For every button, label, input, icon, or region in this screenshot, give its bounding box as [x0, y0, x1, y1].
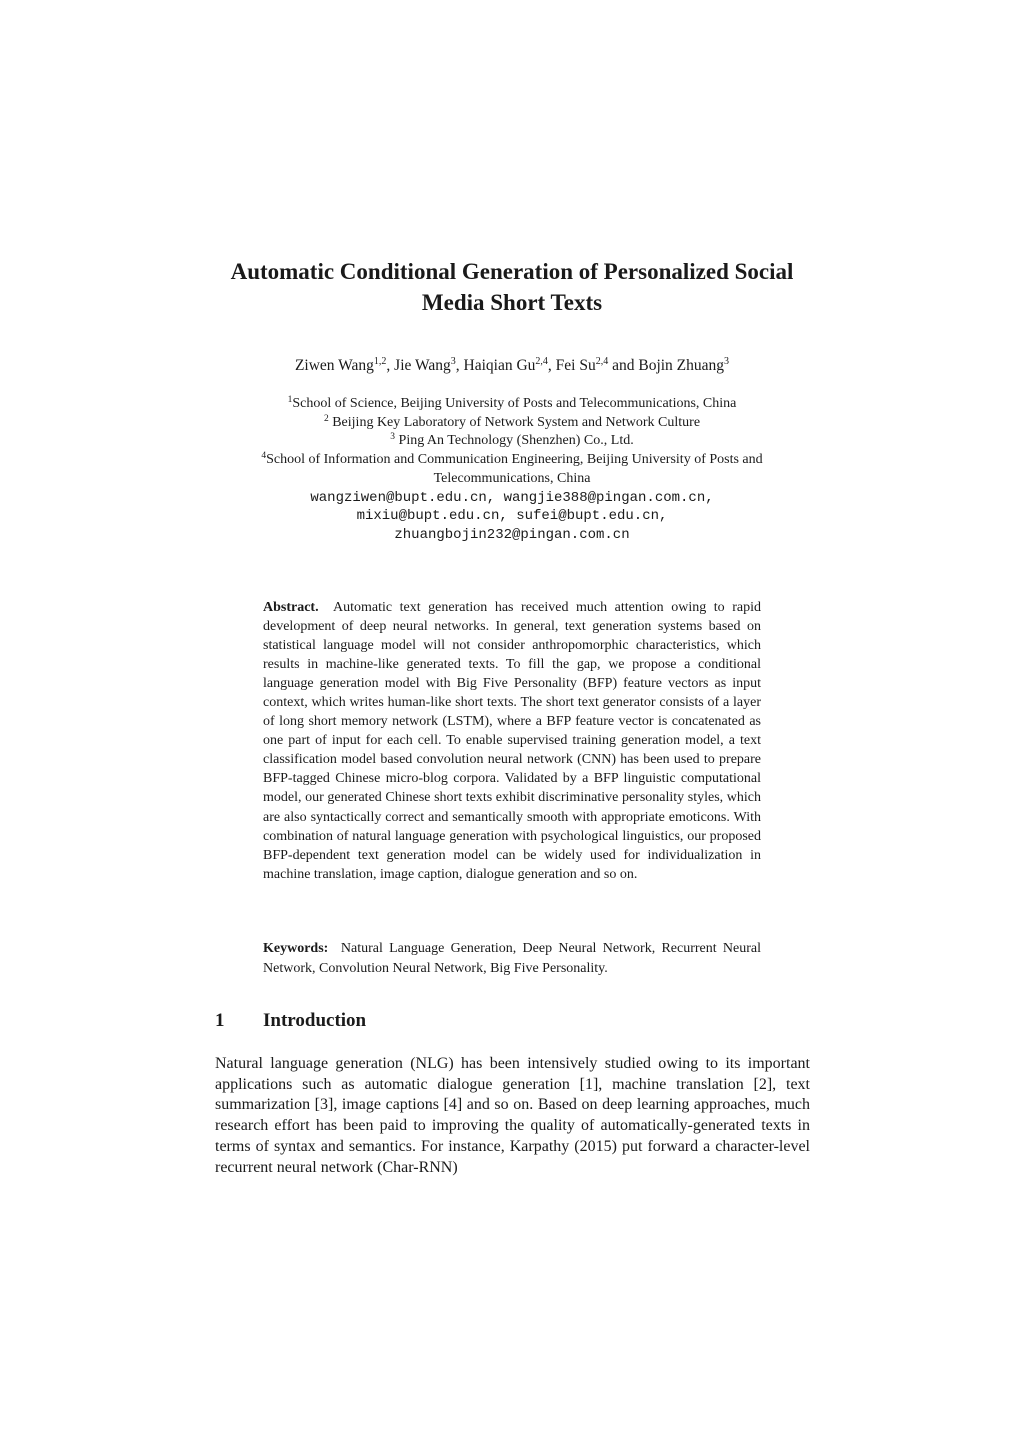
title-line-1: Automatic Conditional Generation of Personalized Social — [230, 259, 794, 284]
author-name: Haiqian Gu — [463, 357, 536, 374]
affiliation-line — [150, 395, 874, 414]
email-line[interactable]: wangziwen@bupt.edu.cn, wangjie388@pingan.com.cn, — [310, 489, 714, 506]
abstract-text: Automatic text generation has received much attention owing to rapid development of deep neural networks. In general, text generation systems based on statistical language model will not consider anthropomorphic characteristics, which results in machine-like generated texts. To fill the gap, we propose a conditional language generation model with Big Five Personality (BFP) feature vectors as input context, which writes human-like short texts. The short text generator consists of a layer of long short memory network (LSTM), where a BFP feature vector is concatenated as one part of input for each cell. To enable supervised training generation model, a text classification model based convolution neural network (CNN) has been used to prepare BFP-tagged Chinese micro-blog corpora. Validated by a BFP linguistic computational model, our generated Chinese short texts exhibit discriminative personality styles, which are also syntactically correct and semantically smooth with appropriate emoticons. With combination of natural language generation with psychological linguistics, our proposed BFP-dependent text generation model can be widely used for individualization in machine translation, image caption, dialogue generation and so on. — [263, 600, 761, 882]
author-separator: , — [455, 357, 464, 374]
section-heading — [215, 1009, 366, 1033]
author-affiliation-mark: 1,2 — [373, 356, 387, 367]
author-affiliation-mark: 2,4 — [535, 356, 548, 367]
keywords — [263, 939, 761, 978]
affiliations — [150, 395, 874, 545]
author-name: Fei Su — [555, 357, 596, 374]
affiliation-number: 4 — [261, 451, 267, 462]
keywords-text: Natural Language Generation, Deep Neural Network, Recurrent Neural Network, Convolution Neural Network, Big Five Personality. — [263, 941, 762, 976]
affiliation-number: 3 — [390, 432, 396, 443]
section-title: Introduction — [263, 1010, 367, 1031]
section-number: 1 — [215, 1010, 225, 1031]
email-line[interactable]: mixiu@bupt.edu.cn, sufei@bupt.edu.cn, — [356, 508, 668, 525]
affiliation-text: Beijing Key Laboratory of Network System and Network Culture — [328, 414, 701, 430]
keywords-label: Keywords: — [263, 941, 329, 956]
title-line-2: Media Short Texts — [421, 290, 603, 315]
author-separator: and — [608, 357, 639, 374]
affiliation-text: School of Science, Beijing University of Posts and Telecommunications, China — [292, 396, 737, 411]
author-name: Jie Wang — [394, 357, 451, 374]
paper-title — [150, 256, 874, 318]
author-separator: , — [386, 357, 395, 374]
affiliation-text: Ping An Technology (Shenzhen) Co., Ltd. — [395, 433, 634, 449]
abstract-label: Abstract. — [263, 600, 319, 615]
author-affiliation-mark: 2,4 — [595, 356, 609, 367]
affiliation-line — [150, 432, 874, 451]
affiliation-text: School of Information and Communication Engineering, Beijing University of Posts and — [266, 452, 763, 468]
intro-paragraph: Natural language generation (NLG) has been intensively studied owing to its important applications such as automatic dialogue generation [1], machine translation [2], text summarization [3], image captions [4] and so on. Based on deep learning approaches, much research effort has been paid to improving the quality of automatically-generated texts in terms of syntax and semantics. For instance, Karpathy (2015) put forward a character-level recurrent neural network (Char-RNN) — [215, 1055, 810, 1176]
email-line[interactable]: zhuangbojin232@pingan.com.cn — [394, 526, 630, 543]
author-name: Bojin Zhuang — [638, 357, 725, 374]
affiliation-line — [150, 451, 874, 470]
affiliation-number: 2 — [323, 413, 329, 424]
author-affiliation-mark: 3 — [450, 356, 456, 367]
author-list — [150, 356, 874, 376]
author-affiliation-mark: 3 — [724, 356, 730, 367]
author-separator: , — [547, 357, 556, 374]
affiliation-number: 1 — [287, 395, 293, 405]
author-name: Ziwen Wang — [294, 357, 374, 374]
abstract — [263, 598, 761, 884]
affiliation-line — [150, 414, 874, 433]
affiliation-continuation: Telecommunications, China — [433, 470, 591, 486]
